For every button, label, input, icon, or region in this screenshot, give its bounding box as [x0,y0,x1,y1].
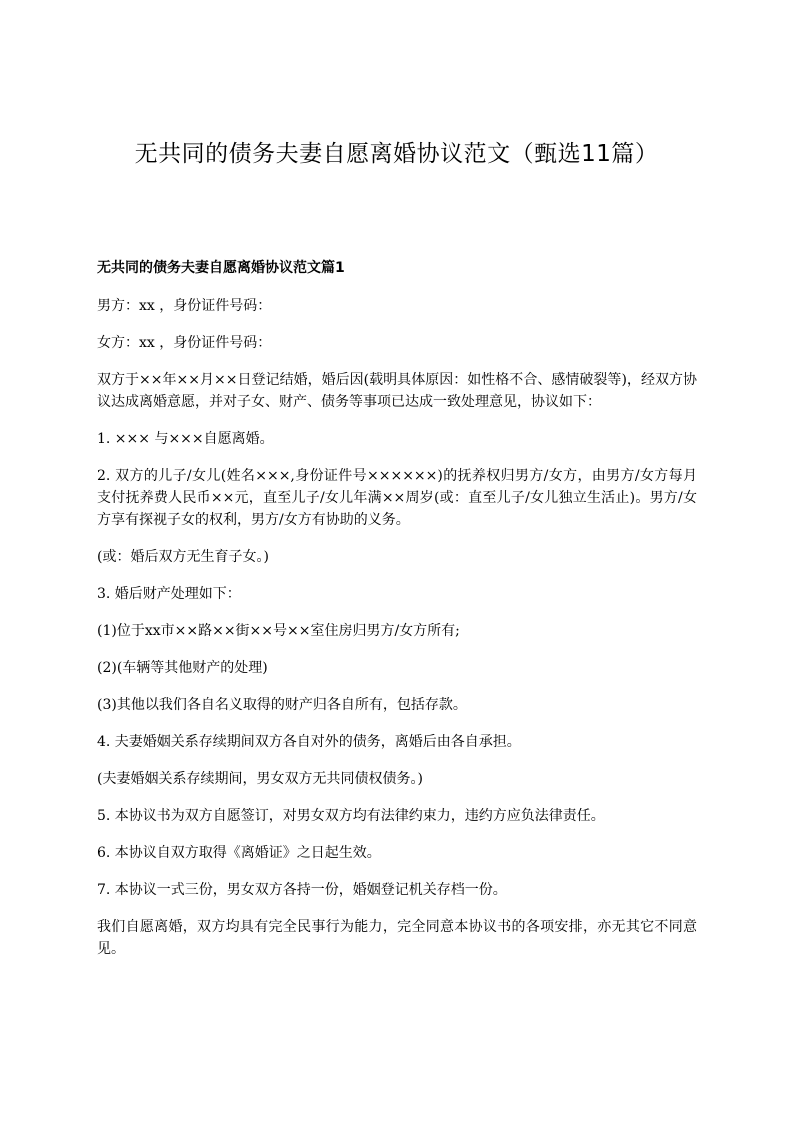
section-heading: 无共同的债务夫妻自愿离婚协议范文篇1 [97,260,345,276]
paragraph-clause-6: 6. 本协议自双方取得《离婚证》之日起生效。 [97,845,381,861]
paragraph-clause-3-item-3: (3)其他以我们各自名义取得的财产归各自所有，包括存款。 [97,697,467,713]
paragraph-clause-2-alt: (或：婚后双方无生育子女。) [97,549,269,565]
document-title: 无共同的债务夫妻自愿离婚协议范文（甄选11篇） [134,141,659,167]
paragraph-male-party: 男方：xx ，身份证件号码： [97,298,272,314]
paragraph-female-party: 女方：xx ，身份证件号码： [97,335,272,351]
paragraph-clause-3-item-1: (1)位于xx市××路××街××号××室住房归男方/女方所有; [97,623,460,639]
paragraph-clause-2: 2. 双方的儿子/女儿(姓名×××,身份证件号××××××)的抚养权归男方/女方，由男方/女方每月支付抚养费人民币××元，直至儿子/女儿年满××周岁(或：直至儿子/女儿独立生活止)。男方/女方享有探视子女的权利，男方/女方有协助的义务。 [97,468,697,528]
paragraph-clause-5: 5. 本协议书为双方自愿签订，对男女双方均有法律约束力，违约方应负法律责任。 [97,808,605,824]
paragraph-clause-4: 4. 夫妻婚姻关系存续期间双方各自对外的债务，离婚后由各自承担。 [97,734,521,750]
paragraph-clause-1: 1. ××× 与×××自愿离婚。 [97,431,274,447]
paragraph-closing: 我们自愿离婚，双方均具有完全民事行为能力，完全同意本协议书的各项安排，亦无其它不同意见。 [97,919,697,957]
paragraph-clause-7: 7. 本协议一式三份，男女双方各持一份，婚姻登记机关存档一份。 [97,882,507,898]
paragraph-preamble: 双方于××年××月××日登记结婚，婚后因(载明具体原因：如性格不合、感情破裂等)，经双方协议达成离婚意愿，并对子女、财产、债务等事项已达成一致处理意见，协议如下： [97,372,697,410]
paragraph-clause-3: 3. 婚后财产处理如下： [97,586,241,602]
document-body [97,257,697,975]
paragraph-clause-4-alt: (夫妻婚姻关系存续期间，男女双方无共同债权债务。) [97,771,423,787]
paragraph-clause-3-item-2: (2)(车辆等其他财产的处理) [97,660,268,676]
